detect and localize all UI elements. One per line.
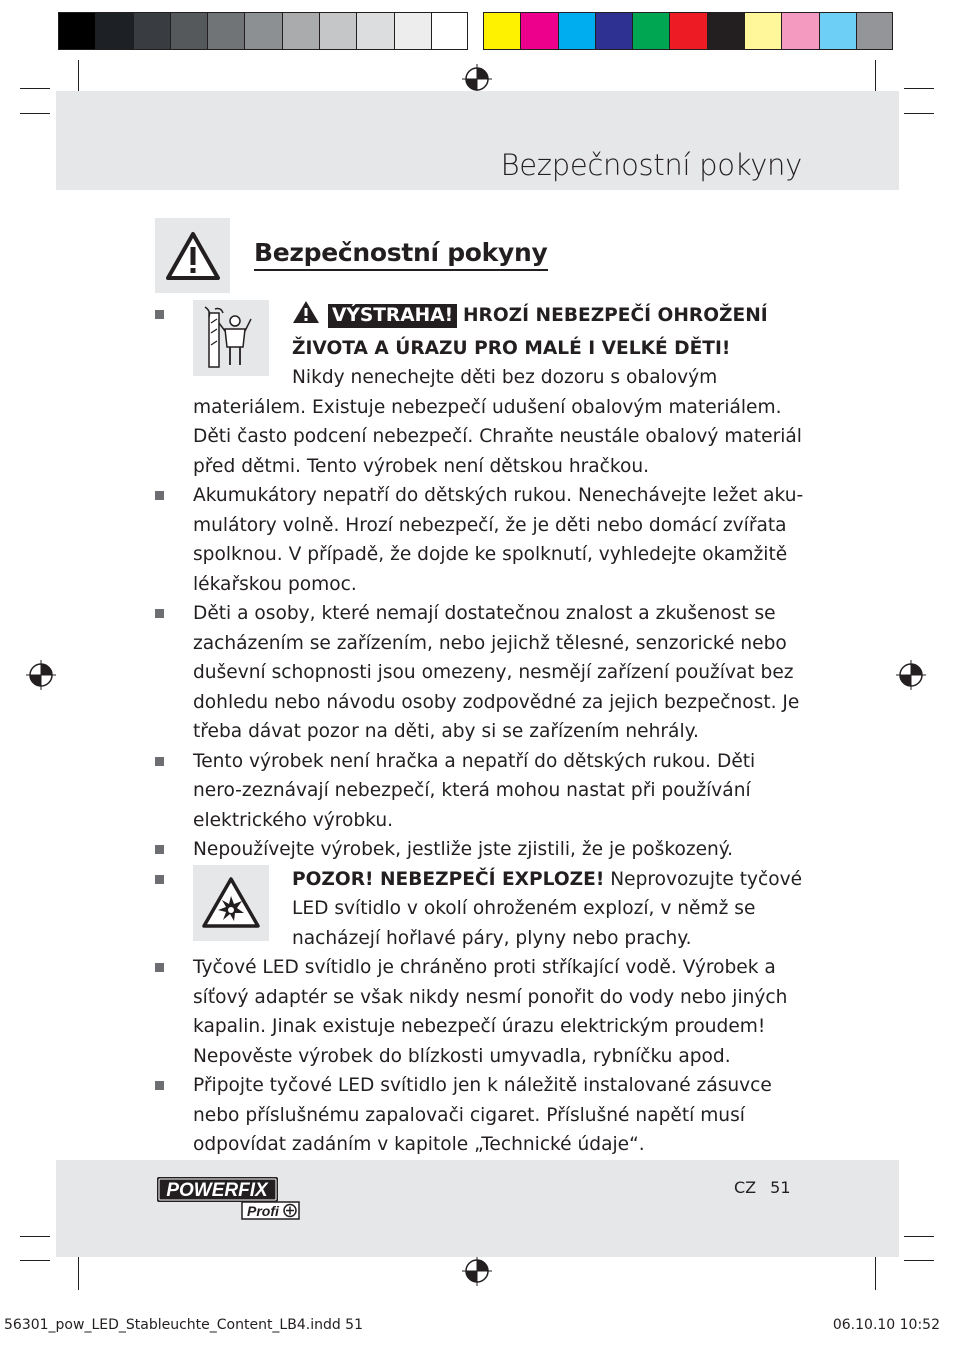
page-header-title: Bezpečnostní pokyny	[500, 148, 802, 182]
child-packaging-icon-box	[193, 300, 269, 376]
item-heading: HROZÍ NEBEZPEČÍ OHROŽENÍ ŽIVOTA A ÚRAZU PRO MALÉ I VELKÉ DĚTI!	[292, 305, 768, 359]
color-swatch	[170, 12, 207, 50]
registration-mark-icon	[462, 1256, 492, 1286]
section-warning-box	[155, 218, 230, 293]
inline-warning-icon	[292, 300, 320, 334]
slug-filename: 56301_pow_LED_Stableuchte_Content_LB4.indd 51	[4, 1317, 363, 1333]
bullet	[155, 310, 164, 319]
slug-date: 06.10.10 10:52	[832, 1317, 940, 1333]
bullet	[155, 491, 164, 500]
crop-mark	[20, 1260, 50, 1261]
color-swatch	[856, 12, 893, 50]
color-swatch	[781, 12, 818, 50]
item-text: Nepoužívejte výrobek, jestliže jste zjistili, že je poškozený.	[193, 839, 734, 860]
bullet	[155, 609, 164, 618]
registration-mark-icon	[462, 64, 492, 94]
item-text: Akumukátory nepatří do dětských rukou. Nenechávejte ležet aku-mulátory volně. Hrozí nebezpečí, že je děti nebo domácí zvířata spolknou. V případě, že dojde ke spolknutí, vyhledejte okamžitě lékařskou pomoc.	[193, 485, 804, 595]
color-swatch	[282, 12, 319, 50]
crop-mark	[20, 88, 50, 89]
list-item	[155, 865, 805, 954]
color-swatch	[819, 12, 856, 50]
color-swatch	[558, 12, 595, 50]
color-swatch	[95, 12, 132, 50]
powerfix-logo-icon	[156, 1176, 301, 1221]
color-swatch	[595, 12, 632, 50]
bullet	[155, 963, 164, 972]
bullet	[155, 1081, 164, 1090]
color-swatch	[431, 12, 468, 50]
registration-mark-icon	[896, 660, 926, 690]
color-swatch	[394, 12, 431, 50]
color-swatch	[520, 12, 557, 50]
item-text: Tyčové LED svítidlo je chráněno proti stříkající vodě. Výrobek a síťový adaptér se však nikdy nesmí ponořit do vody nebo jiných kapalin. Jinak existuje nebezpečí úrazu elektrickým proudem! Nepověste výrobek do blízkosti umyvadla, rybníčku apod.	[193, 957, 788, 1067]
color-swatch	[244, 12, 281, 50]
process-color-bar	[483, 12, 893, 50]
explosion-hazard-icon	[201, 876, 261, 930]
list-item	[155, 1071, 805, 1160]
color-swatch	[58, 12, 95, 50]
list-item	[155, 599, 805, 747]
crop-mark	[904, 88, 934, 89]
color-swatch	[133, 12, 170, 50]
crop-mark	[904, 1236, 934, 1237]
bullet	[155, 845, 164, 854]
language-code: CZ	[734, 1178, 757, 1197]
color-swatch	[632, 12, 669, 50]
safety-instructions-list	[155, 300, 805, 1160]
item-text: Neprovozujte tyčové LED svítidlo v okolí ohroženém explozí, v němž se nacházejí hořlavé páry, plyny nebo prachy.	[292, 868, 803, 949]
warning-triangle-icon	[165, 231, 221, 281]
grayscale-color-bar	[58, 12, 468, 50]
color-swatch	[483, 12, 520, 50]
item-text: Nikdy nenechejte děti bez dozoru s obalovým materiálem. Existuje nebezpečí udušení obalovým materiálem. Děti často podcení nebezpečí. Chraňte neustále obalový materiál před dětmi. Tento výrobek není dětskou hračkou.	[193, 367, 802, 477]
crop-mark	[904, 113, 934, 114]
warning-badge: VÝSTRAHA!	[328, 304, 457, 328]
item-text: Děti a osoby, které nemají dostatečnou znalost a zkušenost se zacházením se zařízením, nebo jejichž tělesné, senzorické nebo duševní schopnosti jsou omezeny, nesmějí zařízení používat bez dohledu nebo návodu osoby zodpovědné za jejich bezpečnost. Je třeba dávat pozor na děti, aby si se zařízením nehrály.	[193, 603, 800, 742]
color-swatch	[207, 12, 244, 50]
list-item	[155, 481, 805, 599]
color-swatch	[669, 12, 706, 50]
brand-text: POWERFIX	[166, 1180, 268, 1201]
crop-mark	[904, 1260, 934, 1261]
color-swatch	[319, 12, 356, 50]
list-item	[155, 747, 805, 836]
item-heading: POZOR! NEBEZPEČÍ EXPLOZE!	[292, 868, 605, 890]
child-packaging-icon	[203, 305, 259, 371]
crop-mark	[20, 113, 50, 114]
brand-sub-text: Profi	[247, 1203, 279, 1219]
powerfix-logo	[156, 1176, 301, 1225]
color-swatch	[356, 12, 393, 50]
registration-mark-icon	[26, 660, 56, 690]
section-title: Bezpečnostní pokyny	[254, 238, 548, 271]
item-text: Připojte tyčové LED svítidlo jen k náležitě instalované zásuvce nebo příslušnému zapalovači cigaret. Příslušné napětí musí odpovídat zadáním v kapitole „Technické údaje“.	[193, 1075, 772, 1155]
list-item	[155, 835, 805, 865]
page-number-value: 51	[770, 1178, 791, 1197]
bullet	[155, 757, 164, 766]
page-number	[734, 1178, 791, 1197]
bullet	[155, 875, 164, 884]
crop-mark	[20, 1236, 50, 1237]
color-swatch	[744, 12, 781, 50]
item-text: Tento výrobek není hračka a nepatří do dětských rukou. Děti nero-zeznávají nebezpečí, která mohou nastat při používání elektrického výrobku.	[193, 750, 756, 831]
list-item	[155, 953, 805, 1071]
explosion-hazard-icon-box	[193, 865, 269, 941]
list-item	[155, 300, 805, 481]
color-swatch	[707, 12, 744, 50]
